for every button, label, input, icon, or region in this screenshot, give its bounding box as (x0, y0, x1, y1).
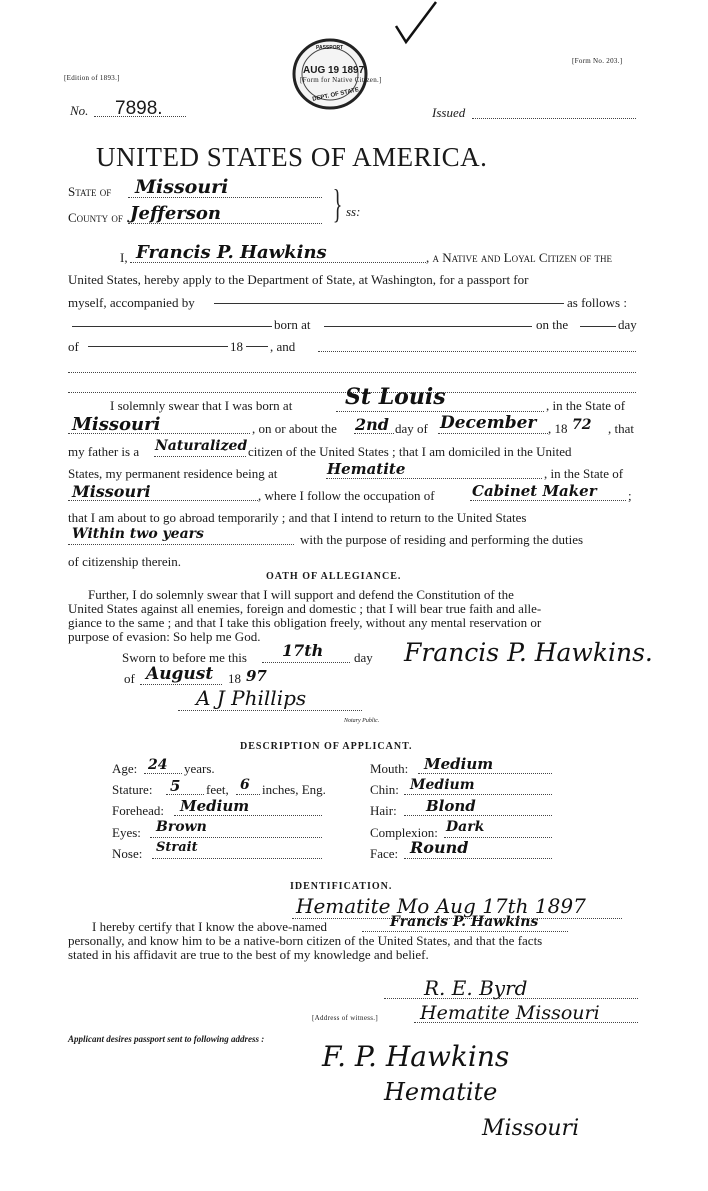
county-label: County of (68, 210, 123, 225)
number-label: No. (70, 103, 89, 118)
edition-label: [Edition of 1893.] (64, 74, 120, 82)
issued-label: Issued (432, 105, 466, 120)
abroad-text: that I am about to go abroad temporarily ; and that I intend to return to the United States (68, 510, 527, 525)
i-label: I, (120, 250, 128, 265)
stature-label: Stature: (112, 782, 153, 797)
face-value: Round (410, 838, 469, 857)
mailing-line-1: F. P. Hawkins (322, 1040, 510, 1073)
residence-value: Hematite (327, 460, 406, 478)
stature-inches-value: 6 (240, 777, 250, 793)
sworn-year-prefix: 18 (228, 671, 241, 686)
identification-heading: IDENTIFICATION. (290, 881, 393, 892)
born-at-label: born at (274, 317, 311, 332)
mailing-line-3: Missouri (482, 1116, 580, 1141)
mouth-label: Mouth: (370, 761, 409, 776)
birth-year-value: 72 (572, 417, 592, 433)
received-stamp (290, 36, 374, 112)
page-title: UNITED STATES OF AMERICA. (96, 142, 488, 172)
witness-address: Hematite Missouri (420, 1002, 600, 1024)
born-swear-text: I solemnly swear that I was born at (110, 398, 293, 413)
nose-value: Strait (156, 840, 198, 855)
notary-label: Notary Public. (344, 718, 380, 724)
citizen-clause: , a Native and Loyal Citizen of the (426, 250, 612, 265)
sworn-year-value: 97 (246, 667, 267, 685)
form-type-label: [Form for Native Citizen.] (300, 76, 382, 84)
applicant-name: Francis P. Hawkins (136, 242, 327, 263)
citizenship-text: of citizenship therein. (68, 554, 181, 569)
father-label: my father is a (68, 444, 140, 459)
day-label: day (618, 317, 637, 332)
hair-label: Hair: (370, 803, 397, 818)
inches-label: inches, Eng. (262, 782, 326, 797)
ss-label: ss: (346, 204, 361, 219)
birth-month-value: December (440, 413, 537, 433)
state-value: Missouri (135, 176, 229, 198)
residence-label: States, my permanent residence being at (68, 466, 278, 481)
allegiance-line-1: Further, I do solemnly swear that I will support and defend the Constitution of the (88, 587, 514, 602)
stamp-passport: PASSPORT (316, 45, 344, 51)
day-of-label: day of (395, 421, 428, 436)
stature-feet-value: 5 (170, 777, 181, 795)
allegiance-line-3: giance to the same ; and that I take this obligation freely, without any mental reservation or (68, 615, 542, 630)
forehead-value: Medium (180, 797, 250, 815)
father-status-value: Naturalized (155, 438, 248, 454)
allegiance-line-4: purpose of evasion: So help me God. (68, 629, 261, 644)
allegiance-heading: OATH OF ALLEGIANCE. (266, 571, 402, 582)
domiciled-text: citizen of the United States ; that I am domiciled in the United (248, 444, 572, 459)
of-label: of (68, 339, 79, 354)
residing-text: with the purpose of residing and performing the duties (300, 532, 584, 547)
feet-label: feet, (206, 782, 229, 797)
application-number: 7898. (115, 98, 163, 119)
return-within-value: Within two years (72, 526, 204, 542)
form-number: [Form No. 203.] (572, 57, 623, 65)
residence-state-value: Missouri (72, 482, 151, 501)
address-witness-label: [Address of witness.] (312, 1014, 378, 1022)
check-mark-icon (392, 0, 442, 48)
on-or-about-label: , on or about the (252, 421, 337, 436)
eyes-value: Brown (156, 819, 207, 835)
apply-line: United States, hereby apply to the Department of State, at Washington, for a passport for (68, 272, 529, 287)
sworn-of-label: of (124, 671, 135, 686)
that-label: , that (608, 421, 634, 436)
forehead-label: Forehead: (112, 803, 164, 818)
stamp-dept: DEPT. OF STATE (311, 87, 360, 103)
age-value: 24 (148, 757, 168, 773)
sworn-day-label: day (354, 650, 373, 665)
and-label: , and (270, 339, 296, 354)
as-follows-label: as follows : (567, 295, 627, 310)
brace-bracket: } (332, 181, 343, 226)
complexion-value: Dark (446, 819, 485, 835)
state-label: State of (68, 184, 112, 199)
birthplace-value: St Louis (345, 384, 446, 410)
eyes-label: Eyes: (112, 825, 141, 840)
accompanied-label: myself, accompanied by (68, 295, 195, 310)
identification-place-date: Hematite Mo Aug 17th 1897 (296, 894, 586, 918)
certify-text: I hereby certify that I know the above-named (92, 919, 327, 934)
mouth-value: Medium (424, 755, 494, 773)
birth-day-value: 2nd (355, 415, 389, 434)
chin-value: Medium (410, 777, 475, 793)
hair-value: Blond (426, 797, 476, 815)
certify-line-2: personally, and know him to be a native-born citizen of the United States, and that the facts (68, 933, 543, 948)
notary-signature: A J Phillips (196, 686, 307, 710)
certify-applicant-name: Francis P. Hawkins (390, 914, 539, 930)
certify-line-3: stated in his affidavit are true to the best of my knowledge and belief. (68, 947, 429, 962)
occupation-value: Cabinet Maker (472, 482, 597, 500)
on-the-label: on the (536, 317, 569, 332)
stamp-date: AUG 19 1897 (303, 65, 365, 76)
description-heading: DESCRIPTION OF APPLICANT. (240, 741, 413, 752)
nose-label: Nose: (112, 846, 143, 861)
year-prefix-label: 18 (230, 339, 243, 354)
sworn-label: Sworn to before me this (122, 650, 247, 665)
allegiance-line-2: United States against all enemies, foreign and domestic ; that I will bear true faith and alle- (68, 601, 542, 616)
county-value: Jefferson (130, 203, 222, 224)
complexion-label: Complexion: (370, 825, 438, 840)
semicolon: ; (628, 488, 632, 503)
applicant-signature: Francis P. Hawkins. (404, 638, 653, 667)
residence-state-of: , in the State of (544, 466, 624, 481)
sworn-month-value: August (146, 664, 214, 684)
sworn-day-value: 17th (282, 641, 324, 660)
occupation-label: , where I follow the occupation of (258, 488, 435, 503)
witness-signature: R. E. Byrd (424, 976, 528, 1000)
age-label: Age: (112, 761, 138, 776)
age-unit: years. (184, 761, 215, 776)
mailing-label: Applicant desires passport sent to following address : (68, 1034, 265, 1044)
year-prefix-18: , 18 (548, 421, 568, 436)
mailing-line-2: Hematite (384, 1078, 498, 1106)
birth-state-value: Missouri (72, 414, 161, 435)
state-of-label: , in the State of (546, 398, 626, 413)
face-label: Face: (370, 846, 399, 861)
chin-label: Chin: (370, 782, 399, 797)
